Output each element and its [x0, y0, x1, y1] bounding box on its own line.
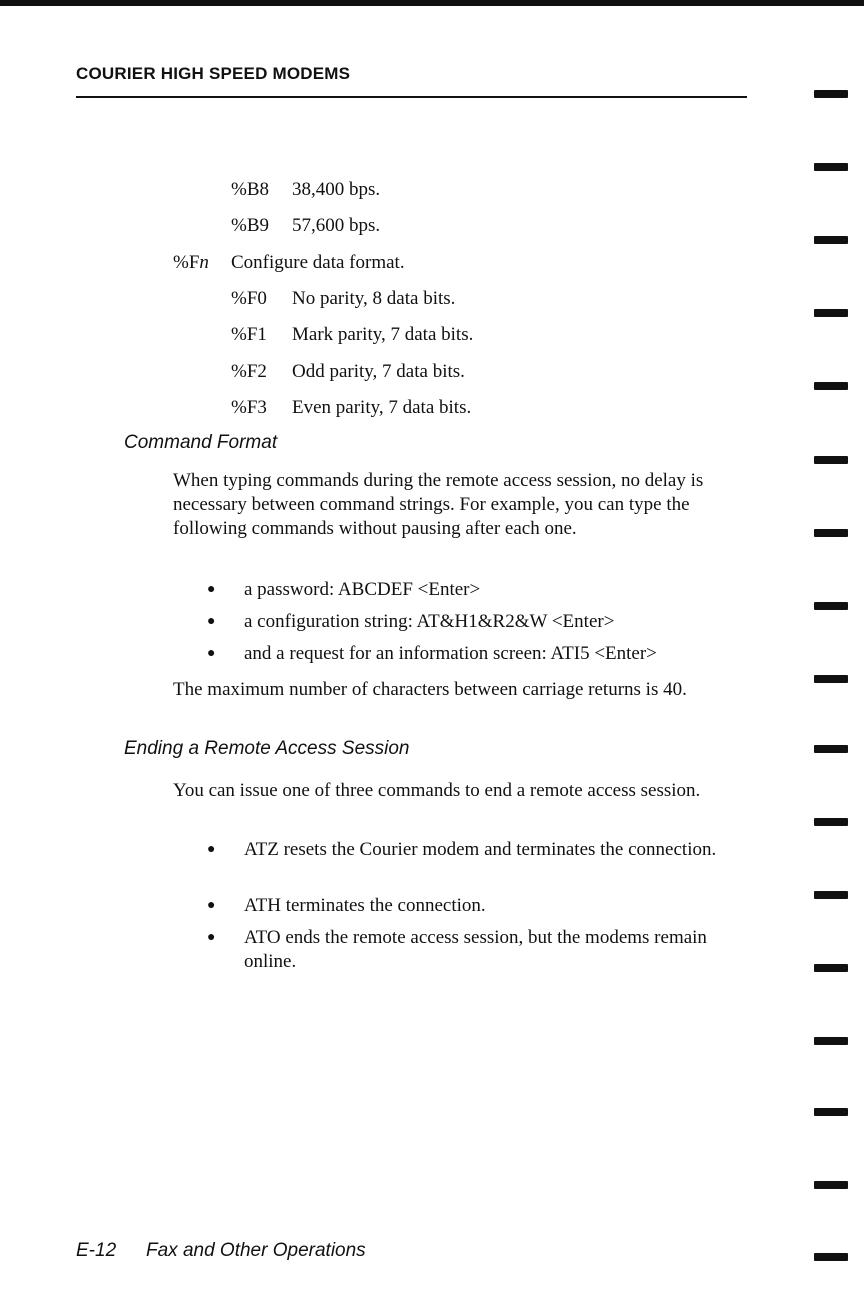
top-border-rule [0, 0, 864, 6]
list-item-text: and a request for an information screen: ATI5 <Enter> [244, 643, 657, 664]
list-item-text: ATH terminates the connection. [244, 895, 486, 916]
list-item-text: ATO ends the remote access session, but the modems remain online. [244, 927, 707, 972]
option-row [231, 287, 631, 311]
edge-tab-mark [814, 818, 848, 826]
edge-tab-mark [814, 1037, 848, 1045]
edge-tab-mark [814, 309, 848, 317]
option-row [231, 178, 631, 202]
edge-tab-mark [814, 675, 848, 683]
option-description: Odd parity, 7 data bits. [292, 361, 465, 382]
list-item-text: a password: ABCDEF <Enter> [244, 579, 481, 600]
option-row [231, 396, 631, 420]
option-code: %F2 [231, 361, 267, 382]
option-description: 38,400 bps. [292, 179, 381, 200]
page-footer [76, 1240, 366, 1262]
command-code: %Fn [173, 252, 209, 273]
bullet-icon: ● [207, 930, 216, 945]
bullet-icon: ● [207, 614, 216, 629]
edge-tab-mark [814, 745, 848, 753]
option-row [231, 360, 631, 384]
paragraph: You can issue one of three commands to end a remote access session. [173, 780, 701, 801]
edge-tab-mark [814, 529, 848, 537]
edge-tab-mark [814, 236, 848, 244]
edge-tab-mark [814, 456, 848, 464]
running-header: COURIER HIGH SPEED MODEMS [76, 64, 351, 83]
option-description: Mark parity, 7 data bits. [292, 324, 474, 345]
list-item-text: ATZ resets the Courier modem and terminates the connection. [244, 839, 717, 860]
option-description: No parity, 8 data bits. [292, 288, 456, 309]
paragraph: The maximum number of characters between carriage returns is 40. [173, 679, 687, 700]
option-description: Even parity, 7 data bits. [292, 397, 472, 418]
edge-tab-mark [814, 891, 848, 899]
edge-tab-mark [814, 964, 848, 972]
edge-tab-mark [814, 90, 848, 98]
option-code: %B9 [231, 215, 269, 236]
option-code: %F1 [231, 324, 267, 345]
bullet-icon: ● [207, 582, 216, 597]
bullet-icon: ● [207, 646, 216, 661]
option-code: %F0 [231, 288, 267, 309]
edge-tab-mark [814, 1181, 848, 1189]
edge-tab-mark [814, 382, 848, 390]
option-code: %F3 [231, 397, 267, 418]
paragraph: When typing commands during the remote access session, no delay is necessary between command strings. For example, you can type the following commands without pausing after each one. [173, 470, 704, 539]
bullet-icon: ● [207, 898, 216, 913]
edge-tab-mark [814, 602, 848, 610]
section-heading-command-format: Command Format [124, 432, 278, 453]
option-row [231, 214, 631, 238]
edge-tab-mark [814, 1253, 848, 1261]
option-row [231, 323, 631, 347]
option-code: %B8 [231, 179, 269, 200]
footer-section-title: Fax and Other Operations [146, 1240, 366, 1261]
command-row [173, 251, 673, 275]
edge-tab-mark [814, 163, 848, 171]
command-description: Configure data format. [231, 252, 405, 273]
header-rule [76, 96, 747, 98]
bullet-icon: ● [207, 842, 216, 857]
list-item-text: a configuration string: AT&H1&R2&W <Enter> [244, 611, 615, 632]
edge-tab-mark [814, 1108, 848, 1116]
page-number: E-12 [76, 1240, 117, 1261]
option-description: 57,600 bps. [292, 215, 381, 236]
section-heading-ending-session: Ending a Remote Access Session [124, 738, 410, 759]
